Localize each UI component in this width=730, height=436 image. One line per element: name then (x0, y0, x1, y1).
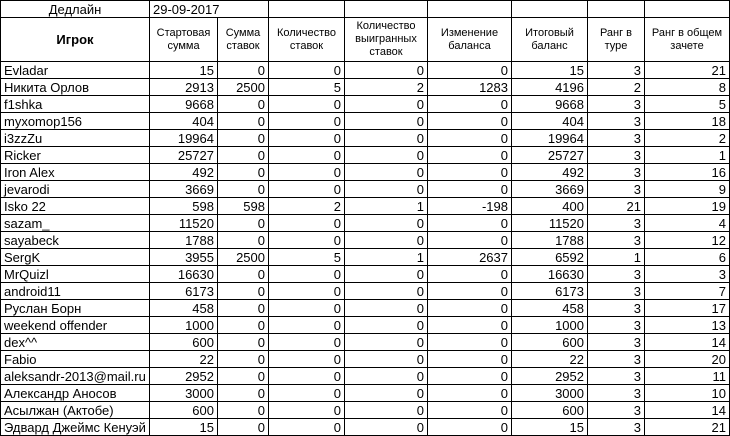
final-balance-cell[interactable]: 25727 (512, 147, 588, 164)
balance-change-cell[interactable]: -198 (428, 198, 512, 215)
bets-sum-cell[interactable]: 2500 (218, 249, 269, 266)
tour-rank-cell[interactable]: 3 (588, 334, 645, 351)
overall-rank-cell[interactable]: 17 (645, 300, 730, 317)
balance-change-cell[interactable]: 0 (428, 232, 512, 249)
final-balance-cell[interactable]: 458 (512, 300, 588, 317)
table-row (1, 96, 730, 113)
final-balance-cell[interactable]: 600 (512, 402, 588, 419)
bets-count-cell[interactable]: 0 (269, 147, 345, 164)
tour-rank-cell[interactable]: 3 (588, 419, 645, 436)
bets-count-cell[interactable]: 0 (269, 62, 345, 79)
empty-cell[interactable] (428, 1, 512, 18)
won-count-cell[interactable]: 0 (345, 164, 428, 181)
tour-rank-cell[interactable]: 3 (588, 62, 645, 79)
final-balance-cell[interactable]: 404 (512, 113, 588, 130)
overall-rank-cell[interactable]: 8 (645, 79, 730, 96)
bets-sum-cell[interactable]: 0 (218, 300, 269, 317)
tour-rank-cell[interactable]: 3 (588, 300, 645, 317)
overall-rank-cell[interactable]: 9 (645, 181, 730, 198)
header-won-count[interactable]: Количество выигранных ставок (345, 18, 428, 62)
won-count-cell[interactable]: 0 (345, 266, 428, 283)
bets-count-cell[interactable]: 0 (269, 317, 345, 334)
table-row (1, 198, 730, 215)
bets-count-cell[interactable]: 0 (269, 368, 345, 385)
player-name-cell[interactable]: Fabio (1, 351, 150, 368)
player-name-cell[interactable]: Асылжан (Актобе) (1, 402, 150, 419)
bets-count-cell[interactable]: 0 (269, 113, 345, 130)
tour-rank-cell[interactable]: 3 (588, 215, 645, 232)
bets-count-cell[interactable]: 2 (269, 198, 345, 215)
tour-rank-cell[interactable]: 3 (588, 164, 645, 181)
final-balance-cell[interactable]: 492 (512, 164, 588, 181)
empty-cell[interactable] (269, 1, 345, 18)
bets-sum-cell[interactable]: 0 (218, 130, 269, 147)
table-row (1, 266, 730, 283)
bets-count-cell[interactable]: 0 (269, 402, 345, 419)
tour-rank-cell[interactable]: 3 (588, 96, 645, 113)
start-sum-cell[interactable]: 9668 (150, 96, 218, 113)
table-row (1, 402, 730, 419)
final-balance-cell[interactable]: 400 (512, 198, 588, 215)
won-count-cell[interactable]: 0 (345, 215, 428, 232)
won-count-cell[interactable]: 0 (345, 181, 428, 198)
won-count-cell[interactable]: 0 (345, 385, 428, 402)
header-tour-rank[interactable]: Ранг в туре (588, 18, 645, 62)
balance-change-cell[interactable]: 0 (428, 215, 512, 232)
overall-rank-cell[interactable]: 14 (645, 402, 730, 419)
tour-rank-cell[interactable]: 3 (588, 181, 645, 198)
tour-rank-cell[interactable]: 3 (588, 266, 645, 283)
table-row (1, 385, 730, 402)
tour-rank-cell[interactable]: 3 (588, 351, 645, 368)
balance-change-cell[interactable]: 0 (428, 402, 512, 419)
overall-rank-cell[interactable]: 18 (645, 113, 730, 130)
table-row (1, 215, 730, 232)
header-overall-rank[interactable]: Ранг в общем зачете (645, 18, 730, 62)
final-balance-cell[interactable]: 4196 (512, 79, 588, 96)
balance-change-cell[interactable]: 0 (428, 300, 512, 317)
final-balance-cell[interactable]: 2952 (512, 368, 588, 385)
overall-rank-cell[interactable]: 6 (645, 249, 730, 266)
overall-rank-cell[interactable]: 19 (645, 198, 730, 215)
empty-cell[interactable] (645, 1, 730, 18)
won-count-cell[interactable]: 0 (345, 317, 428, 334)
balance-change-cell[interactable]: 0 (428, 62, 512, 79)
bets-sum-cell[interactable]: 598 (218, 198, 269, 215)
header-bets-sum[interactable]: Сумма ставок (218, 18, 269, 62)
final-balance-cell[interactable]: 16630 (512, 266, 588, 283)
start-sum-cell[interactable]: 2952 (150, 368, 218, 385)
balance-change-cell[interactable]: 0 (428, 317, 512, 334)
tour-rank-cell[interactable]: 21 (588, 198, 645, 215)
player-name-cell[interactable]: i3zzZu (1, 130, 150, 147)
final-balance-cell[interactable]: 3669 (512, 181, 588, 198)
bets-sum-cell[interactable]: 0 (218, 266, 269, 283)
table-row (1, 300, 730, 317)
tour-rank-cell[interactable]: 3 (588, 283, 645, 300)
player-name-cell[interactable]: sazam_ (1, 215, 150, 232)
balance-change-cell[interactable]: 0 (428, 385, 512, 402)
start-sum-cell[interactable]: 2913 (150, 79, 218, 96)
header-bets-count[interactable]: Количество ставок (269, 18, 345, 62)
header-row (1, 18, 730, 62)
empty-cell[interactable] (512, 1, 588, 18)
table-row (1, 249, 730, 266)
bets-count-cell[interactable]: 0 (269, 181, 345, 198)
start-sum-cell[interactable]: 22 (150, 351, 218, 368)
overall-rank-cell[interactable]: 21 (645, 419, 730, 436)
player-name-cell[interactable]: Evladar (1, 62, 150, 79)
bets-sum-cell[interactable]: 0 (218, 113, 269, 130)
header-final-balance[interactable]: Итоговый баланс (512, 18, 588, 62)
balance-change-cell[interactable]: 0 (428, 130, 512, 147)
player-name-cell[interactable]: Руслан Борн (1, 300, 150, 317)
player-name-cell[interactable]: dex^^ (1, 334, 150, 351)
player-name-cell[interactable]: MrQuizl (1, 266, 150, 283)
balance-change-cell[interactable]: 0 (428, 368, 512, 385)
overall-rank-cell[interactable]: 21 (645, 62, 730, 79)
final-balance-cell[interactable]: 1788 (512, 232, 588, 249)
deadline-value[interactable]: 29-09-2017 (150, 1, 269, 18)
start-sum-cell[interactable]: 404 (150, 113, 218, 130)
table-row (1, 334, 730, 351)
empty-cell[interactable] (588, 1, 645, 18)
bets-count-cell[interactable]: 0 (269, 164, 345, 181)
start-sum-cell[interactable]: 19964 (150, 130, 218, 147)
bets-count-cell[interactable]: 0 (269, 232, 345, 249)
final-balance-cell[interactable]: 15 (512, 419, 588, 436)
bets-count-cell[interactable]: 0 (269, 130, 345, 147)
final-balance-cell[interactable]: 6592 (512, 249, 588, 266)
start-sum-cell[interactable]: 598 (150, 198, 218, 215)
bets-count-cell[interactable]: 0 (269, 96, 345, 113)
start-sum-cell[interactable]: 11520 (150, 215, 218, 232)
final-balance-cell[interactable]: 1000 (512, 317, 588, 334)
start-sum-cell[interactable]: 3955 (150, 249, 218, 266)
tour-rank-cell[interactable]: 3 (588, 130, 645, 147)
won-count-cell[interactable]: 0 (345, 402, 428, 419)
won-count-cell[interactable]: 0 (345, 232, 428, 249)
won-count-cell[interactable]: 2 (345, 79, 428, 96)
bets-count-cell[interactable]: 0 (269, 300, 345, 317)
start-sum-cell[interactable]: 15 (150, 419, 218, 436)
overall-rank-cell[interactable]: 7 (645, 283, 730, 300)
bets-sum-cell[interactable]: 0 (218, 317, 269, 334)
bets-count-cell[interactable]: 0 (269, 385, 345, 402)
won-count-cell[interactable]: 0 (345, 96, 428, 113)
player-name-cell[interactable]: Никита Орлов (1, 79, 150, 96)
bets-count-cell[interactable]: 5 (269, 79, 345, 96)
balance-change-cell[interactable]: 0 (428, 96, 512, 113)
overall-rank-cell[interactable]: 10 (645, 385, 730, 402)
bets-sum-cell[interactable]: 2500 (218, 79, 269, 96)
final-balance-cell[interactable]: 9668 (512, 96, 588, 113)
start-sum-cell[interactable]: 600 (150, 334, 218, 351)
won-count-cell[interactable]: 0 (345, 147, 428, 164)
table-row (1, 181, 730, 198)
overall-rank-cell[interactable]: 20 (645, 351, 730, 368)
player-name-cell[interactable]: jevarodi (1, 181, 150, 198)
empty-cell[interactable] (345, 1, 428, 18)
overall-rank-cell[interactable]: 1 (645, 147, 730, 164)
tour-rank-cell[interactable]: 3 (588, 368, 645, 385)
won-count-cell[interactable]: 0 (345, 62, 428, 79)
overall-rank-cell[interactable]: 3 (645, 266, 730, 283)
final-balance-cell[interactable]: 22 (512, 351, 588, 368)
overall-rank-cell[interactable]: 12 (645, 232, 730, 249)
player-name-cell[interactable]: Iron Alex (1, 164, 150, 181)
balance-change-cell[interactable]: 0 (428, 283, 512, 300)
bets-sum-cell[interactable]: 0 (218, 385, 269, 402)
won-count-cell[interactable]: 0 (345, 113, 428, 130)
start-sum-cell[interactable]: 15 (150, 62, 218, 79)
player-name-cell[interactable]: Isko 22 (1, 198, 150, 215)
balance-change-cell[interactable]: 0 (428, 181, 512, 198)
bets-count-cell[interactable]: 0 (269, 283, 345, 300)
won-count-cell[interactable]: 1 (345, 198, 428, 215)
overall-rank-cell[interactable]: 11 (645, 368, 730, 385)
bets-sum-cell[interactable]: 0 (218, 232, 269, 249)
start-sum-cell[interactable]: 3669 (150, 181, 218, 198)
balance-change-cell[interactable]: 0 (428, 113, 512, 130)
balance-change-cell[interactable]: 0 (428, 266, 512, 283)
tour-rank-cell[interactable]: 3 (588, 232, 645, 249)
final-balance-cell[interactable]: 11520 (512, 215, 588, 232)
player-name-cell[interactable]: android11 (1, 283, 150, 300)
bets-count-cell[interactable]: 0 (269, 215, 345, 232)
bets-sum-cell[interactable]: 0 (218, 368, 269, 385)
table-row (1, 419, 730, 436)
player-name-cell[interactable]: sayabeck (1, 232, 150, 249)
tour-rank-cell[interactable]: 1 (588, 249, 645, 266)
bets-sum-cell[interactable]: 0 (218, 96, 269, 113)
start-sum-cell[interactable]: 1000 (150, 317, 218, 334)
start-sum-cell[interactable]: 3000 (150, 385, 218, 402)
bets-count-cell[interactable]: 0 (269, 351, 345, 368)
bets-sum-cell[interactable]: 0 (218, 402, 269, 419)
start-sum-cell[interactable]: 1788 (150, 232, 218, 249)
balance-change-cell[interactable]: 0 (428, 351, 512, 368)
overall-rank-cell[interactable]: 16 (645, 164, 730, 181)
table-row (1, 317, 730, 334)
overall-rank-cell[interactable]: 4 (645, 215, 730, 232)
start-sum-cell[interactable]: 25727 (150, 147, 218, 164)
bets-sum-cell[interactable]: 0 (218, 181, 269, 198)
start-sum-cell[interactable]: 6173 (150, 283, 218, 300)
balance-change-cell[interactable]: 0 (428, 147, 512, 164)
table-row (1, 113, 730, 130)
header-start-sum[interactable]: Стартовая сумма (150, 18, 218, 62)
won-count-cell[interactable]: 0 (345, 300, 428, 317)
table-row (1, 62, 730, 79)
bets-sum-cell[interactable]: 0 (218, 283, 269, 300)
bets-count-cell[interactable]: 5 (269, 249, 345, 266)
final-balance-cell[interactable]: 19964 (512, 130, 588, 147)
final-balance-cell[interactable]: 3000 (512, 385, 588, 402)
overall-rank-cell[interactable]: 13 (645, 317, 730, 334)
bets-count-cell[interactable]: 0 (269, 419, 345, 436)
tour-rank-cell[interactable]: 3 (588, 385, 645, 402)
start-sum-cell[interactable]: 16630 (150, 266, 218, 283)
deadline-label[interactable]: Дедлайн (1, 1, 150, 18)
final-balance-cell[interactable]: 600 (512, 334, 588, 351)
final-balance-cell[interactable]: 6173 (512, 283, 588, 300)
bets-count-cell[interactable]: 0 (269, 266, 345, 283)
bets-sum-cell[interactable]: 0 (218, 62, 269, 79)
won-count-cell[interactable]: 0 (345, 334, 428, 351)
bets-sum-cell[interactable]: 0 (218, 334, 269, 351)
player-name-cell[interactable]: Александр Аносов (1, 385, 150, 402)
table-row (1, 351, 730, 368)
deadline-row (1, 1, 730, 18)
player-name-cell[interactable]: aleksandr-2013@mail.ru (1, 368, 150, 385)
player-name-cell[interactable]: Ricker (1, 147, 150, 164)
won-count-cell[interactable]: 0 (345, 419, 428, 436)
won-count-cell[interactable]: 0 (345, 351, 428, 368)
table-row (1, 147, 730, 164)
bets-sum-cell[interactable]: 0 (218, 147, 269, 164)
table-row (1, 283, 730, 300)
overall-rank-cell[interactable]: 14 (645, 334, 730, 351)
overall-rank-cell[interactable]: 5 (645, 96, 730, 113)
tour-rank-cell[interactable]: 2 (588, 79, 645, 96)
start-sum-cell[interactable]: 600 (150, 402, 218, 419)
tour-rank-cell[interactable]: 3 (588, 402, 645, 419)
table-row (1, 368, 730, 385)
final-balance-cell[interactable]: 15 (512, 62, 588, 79)
balance-change-cell[interactable]: 1283 (428, 79, 512, 96)
bets-sum-cell[interactable]: 0 (218, 215, 269, 232)
won-count-cell[interactable]: 0 (345, 130, 428, 147)
header-balance-change[interactable]: Изменение баланса (428, 18, 512, 62)
balance-change-cell[interactable]: 0 (428, 419, 512, 436)
start-sum-cell[interactable]: 492 (150, 164, 218, 181)
table-row (1, 232, 730, 249)
table-row (1, 130, 730, 147)
balance-change-cell[interactable]: 0 (428, 334, 512, 351)
player-name-cell[interactable]: SergK (1, 249, 150, 266)
player-name-cell[interactable]: weekend offender (1, 317, 150, 334)
table-row (1, 164, 730, 181)
bets-sum-cell[interactable]: 0 (218, 164, 269, 181)
tour-rank-cell[interactable]: 3 (588, 317, 645, 334)
player-name-cell[interactable]: Эдвард Джеймс Кенуэй (1, 419, 150, 436)
bets-sum-cell[interactable]: 0 (218, 419, 269, 436)
bets-count-cell[interactable]: 0 (269, 334, 345, 351)
overall-rank-cell[interactable]: 2 (645, 130, 730, 147)
player-name-cell[interactable]: myxomop156 (1, 113, 150, 130)
tour-rank-cell[interactable]: 3 (588, 147, 645, 164)
won-count-cell[interactable]: 0 (345, 283, 428, 300)
balance-change-cell[interactable]: 0 (428, 164, 512, 181)
header-player[interactable]: Игрок (1, 18, 150, 62)
table-row (1, 79, 730, 96)
bets-sum-cell[interactable]: 0 (218, 351, 269, 368)
won-count-cell[interactable]: 0 (345, 368, 428, 385)
player-name-cell[interactable]: f1shka (1, 96, 150, 113)
tour-rank-cell[interactable]: 3 (588, 113, 645, 130)
balance-change-cell[interactable]: 2637 (428, 249, 512, 266)
won-count-cell[interactable]: 1 (345, 249, 428, 266)
start-sum-cell[interactable]: 458 (150, 300, 218, 317)
